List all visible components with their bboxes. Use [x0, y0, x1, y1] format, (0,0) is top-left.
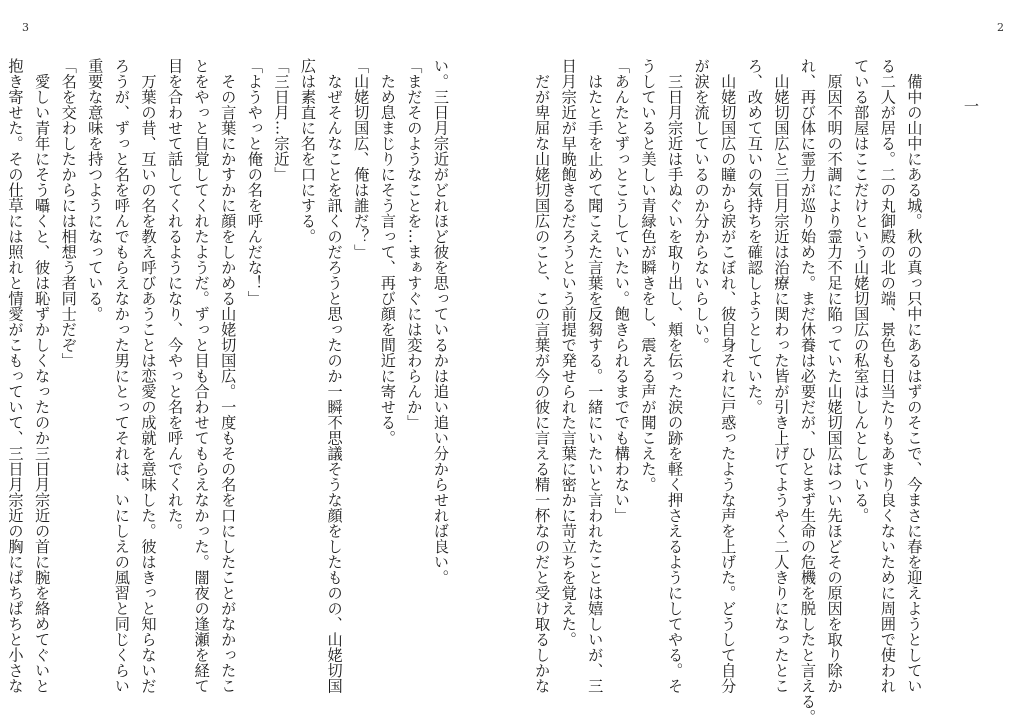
page-number-right: 2	[997, 21, 1004, 34]
text-line: 抱き寄せた。その仕草には照れと情愛がこもっていて、三日月宗近の胸にぱちぱちと小さな	[6, 58, 25, 694]
text-line: 重要な意味を持つようになっている。	[86, 58, 105, 322]
text-line: 山姥切国広と三日月宗近は治療に関わった皆が引き上げてようやく二人きりになったとこ	[772, 58, 791, 694]
text-line: 愛しい青年にそう囁くと、彼は恥ずかしくなったのか三日月宗近の首に腕を絡めてぐいと	[33, 58, 52, 694]
text-line: ため息まじりにそう言って、再び顔を間近に寄せる。	[378, 58, 397, 446]
text-line: 山姥切国広の瞳から涙がこぼれ、彼自身それに戸惑ったような声を上げた。どうして自分	[719, 58, 738, 694]
text-line: ている部屋はここだけという山姥切国広の私室はしんとしている。	[852, 58, 871, 523]
text-line: 三日月宗近は手ぬぐいを取り出し、頬を伝った涙の跡を軽く押さえるようにしてやる。そ	[666, 58, 685, 694]
page-number-left: 3	[22, 21, 29, 34]
text-line: ろうが、ずっと名を呼んでもらえなかった男にとってそれは、いにしえの風習と同じくらい	[112, 58, 131, 694]
text-line: 「ようやっと俺の名を呼んだな！」	[245, 58, 264, 306]
text-line: その言葉にかすかに顔をしかめる山姥切国広。一度もその名を口にしたことがなかったこ	[219, 58, 238, 694]
chapter-title: 一	[962, 98, 980, 114]
text-line: る二人が居る。二の丸御殿の北の端、景色も日当たりもあまり良くないために周囲で使われ	[878, 58, 897, 694]
text-line: 日月宗近が早晩飽きるだろうという前提で発せられた言葉に密かに苛立ちを覚えた。	[559, 58, 578, 647]
text-line: とをやっと自覚してくれたようだ。ずっと目も合わせてもらえなかった。闇夜の逢瀬を経て	[192, 58, 211, 694]
text-line: なぜそんなことを訊くのだろうと思ったのか一瞬不思議そうな顔をしたものの、山姥切国	[325, 58, 344, 694]
text-line: が涙を流しているのか分からないらしい。	[692, 58, 711, 353]
right-page-text	[533, 58, 984, 725]
text-line: 広は素直に名を口にする。	[299, 58, 318, 244]
text-line: 「三日月…宗近」	[272, 58, 291, 182]
text-line: 目を合わせて話してくれるようになり、今やっと名を呼んでくれた。	[166, 58, 185, 539]
text-line: はたと手を止めて聞こえた言葉を反芻する。一緒にいたいと言われたことは嬉しいが、三	[586, 58, 605, 694]
left-page-text	[6, 58, 454, 694]
text-line: 「あんたとずっとこうしていたい。飽きられるまででも構わない」	[612, 58, 631, 523]
text-line: ろ、改めて互いの気持ちを確認しようとしていた。	[745, 58, 764, 415]
left-page	[0, 0, 512, 723]
text-line: れ、再び体に霊力が巡り始めた。まだ休養は必要だが、ひとまず生命の危機を脱したと言える。	[799, 58, 818, 725]
text-line: 万葉の昔、互いの名を教え呼びあうことは恋愛の成就を意味した。彼はきっと知らないだ	[139, 58, 158, 694]
text-line: 「山姥切国広、俺は誰だ？」	[352, 58, 371, 260]
text-line: 「名を交わしたからには相想う者同士だぞ」	[59, 58, 78, 368]
text-line: うしていると美しい青緑色が瞬きをし、震える声が聞こえた。	[639, 58, 658, 492]
text-line: だが卑屈な山姥切国広のこと、この言葉が今の彼に言える精一杯なのだと受け取るしかな	[533, 58, 552, 694]
text-line: い。三日月宗近がどれほど彼を思っているかは追い追い分からせれば良い。	[432, 58, 450, 585]
text-line: 原因不明の不調により霊力不足に陥っていた山姥切国広はつい先ほどその原因を取り除か	[825, 58, 844, 694]
text-line: 「まだそのようなことを…まぁすぐには変わらんか」	[405, 58, 424, 430]
text-line: 備中の山中にある城。秋の真っ只中にあるはずのそこで、今まさに春を迎えようとしてい	[905, 58, 924, 694]
right-page	[512, 0, 1024, 723]
